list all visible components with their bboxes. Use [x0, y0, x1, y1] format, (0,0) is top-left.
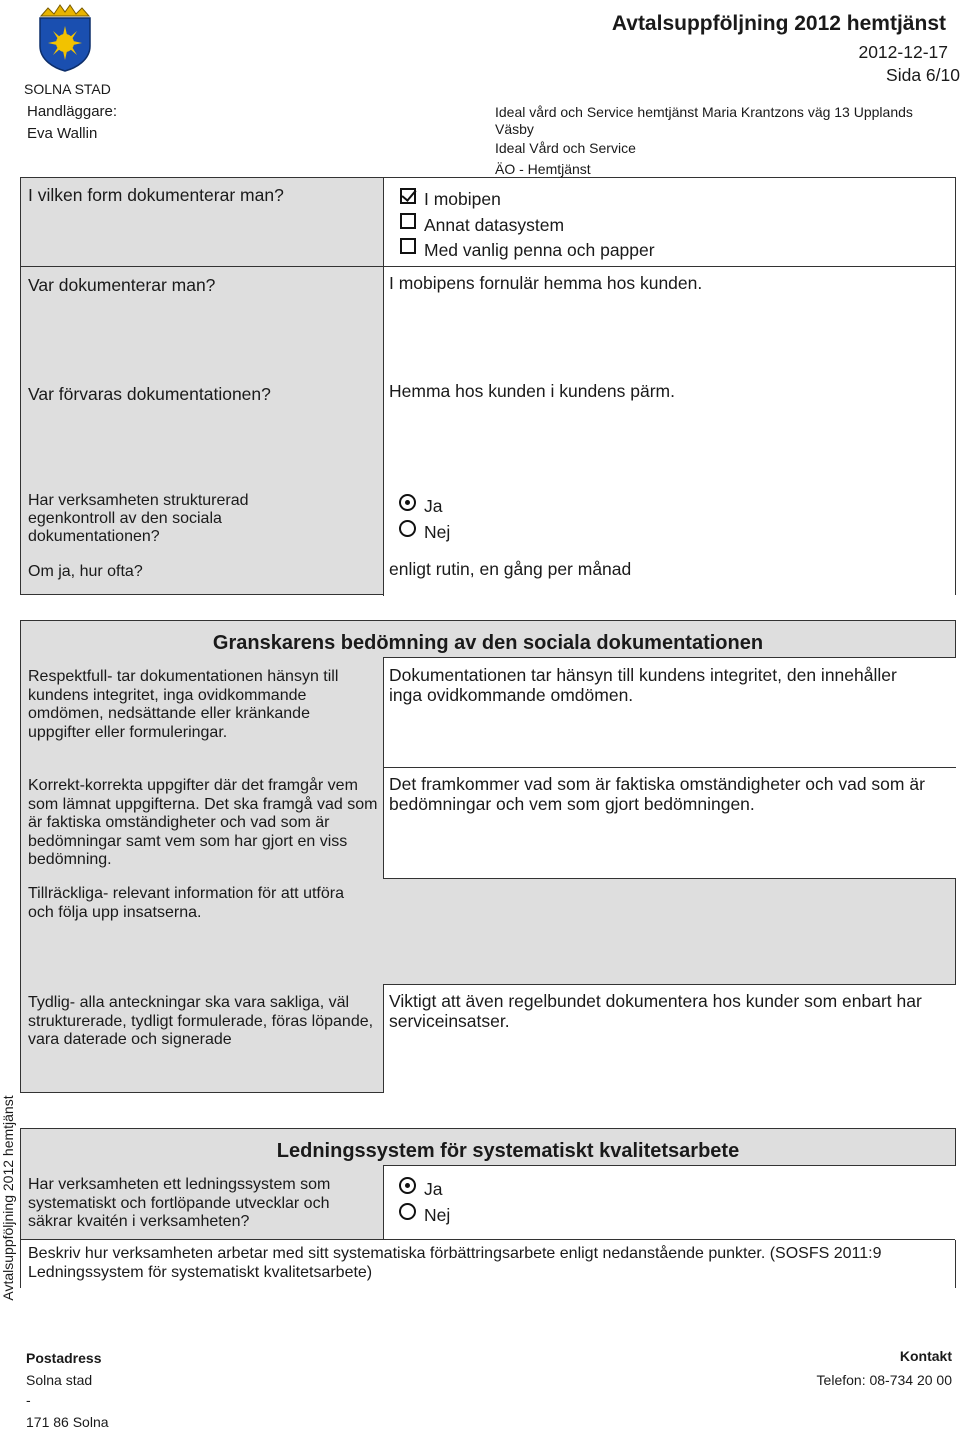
- criterion-clear: Tydlig- alla anteckningar ska vara sakliga, väl strukturerade, tydligt formulerade, föras löpande, vara daterade och signerade: [28, 994, 374, 1048]
- footer-phone: Telefon: 08-734 20 00: [816, 1372, 952, 1388]
- radio-management-yes[interactable]: [399, 1177, 416, 1194]
- criterion-sufficient: Tillräckliga- relevant information för att utföra och följa upp insatserna.: [28, 885, 344, 921]
- provider-name: Ideal Vård och Service: [495, 140, 636, 156]
- answer-correct: Det framkommer vad som är faktiska omständigheter och vad som är bedömningar och vem som gjort bedömningen.: [389, 774, 925, 814]
- provider-address-line1: Ideal vård och Service hemtjänst Maria Krantzons väg 13 Upplands: [495, 104, 913, 120]
- option-pen-paper-label: Med vanlig penna och papper: [424, 240, 655, 260]
- question-structured-control: Har verksamheten strukturerad egenkontroll av den sociala dokumentationen?: [28, 492, 249, 545]
- question-how-often: Om ja, hur ofta?: [28, 563, 143, 580]
- handler-name: Eva Wallin: [27, 125, 98, 142]
- footer-postal-label: Postadress: [26, 1350, 102, 1366]
- checkbox-other-system[interactable]: [400, 213, 416, 229]
- solna-coat-of-arms-logo: [36, 2, 94, 72]
- handler-label: Handläggare:: [27, 103, 118, 120]
- answer-respectful: Dokumentationen tar hänsyn till kundens integritet, den innehåller inga ovidkommande omdömen.: [389, 665, 897, 705]
- option-other-system-label: Annat datasystem: [424, 215, 565, 235]
- radio-management-no[interactable]: [399, 1203, 416, 1220]
- provider-address-line2: Väsby: [495, 121, 534, 137]
- answer-doc-stored: Hemma hos kunden i kundens pärm.: [389, 381, 675, 401]
- footer-postal-line1: Solna stad: [26, 1372, 93, 1388]
- criterion-correct: Korrekt-korrekta uppgifter där det framgår vem som lämnat uppgifterna. Det ska framgå vad som är faktiska omständigheter och vad som är bedömningar samt vem som har gjort en viss bedömning.: [28, 777, 378, 868]
- document-title: Avtalsuppföljning 2012 hemtjänst: [611, 12, 946, 35]
- question-management-system: Har verksamheten ett ledningssystem som systematiskt och fortlöpande utvecklar och säkrar kvaitén i verksamheten?: [28, 1176, 331, 1230]
- answer-clear: Viktigt att även regelbundet dokumentera hos kunder som enbart har serviceinsatser.: [389, 991, 922, 1031]
- radio-management-yes-label: Ja: [424, 1179, 443, 1199]
- footer-postal-line3: 171 86 Solna: [26, 1414, 109, 1430]
- footer-contact-label: Kontakt: [899, 1348, 952, 1364]
- radio-structured-yes-label: Ja: [424, 496, 443, 516]
- checkbox-pen-paper[interactable]: [400, 238, 416, 254]
- management-describe-text: Beskriv hur verksamheten arbetar med sitt systematiska förbättringsarbete enligt nedanstående punkter. (SOSFS 2011:9 Ledningssystem för systematiskt kvalitetsarbete): [28, 1245, 882, 1281]
- municipality-name: SOLNA STAD: [24, 81, 111, 97]
- answer-doc-where: I mobipens fornulär hemma hos kunden.: [389, 273, 703, 293]
- page-number: Sida 6/10: [886, 65, 960, 85]
- answer-how-often: enligt rutin, en gång per månad: [389, 559, 632, 579]
- document-date: 2012-12-17: [858, 42, 948, 62]
- criterion-respectful: Respektfull- tar dokumentationen hänsyn till kundens integritet, inga ovidkommande omdömen, nedsättande eller kränkande uppgifter eller formuleringar.: [28, 668, 339, 741]
- management-title: Ledningssystem för systematiskt kvalitetsarbete: [276, 1140, 740, 1162]
- provider-address: [495, 104, 913, 138]
- radio-management-no-label: Nej: [424, 1205, 451, 1225]
- radio-structured-no-label: Nej: [424, 522, 451, 542]
- assessment-title: Granskarens bedömning av den sociala dokumentationen: [212, 632, 764, 654]
- question-doc-form: I vilken form dokumenterar man?: [28, 185, 284, 205]
- footer-postal-line2: -: [26, 1392, 31, 1408]
- side-label: Avtalsuppföljning 2012 hemtjänst: [0, 1095, 16, 1301]
- provider-unit: ÄO - Hemtjänst: [495, 161, 591, 177]
- checkbox-mobipen[interactable]: [400, 188, 416, 204]
- option-mobipen-label: I mobipen: [424, 189, 501, 209]
- radio-structured-yes[interactable]: [399, 494, 416, 511]
- radio-structured-no[interactable]: [399, 520, 416, 537]
- question-doc-where: Var dokumenterar man?: [28, 275, 216, 295]
- question-doc-stored: Var förvaras dokumentationen?: [28, 384, 271, 404]
